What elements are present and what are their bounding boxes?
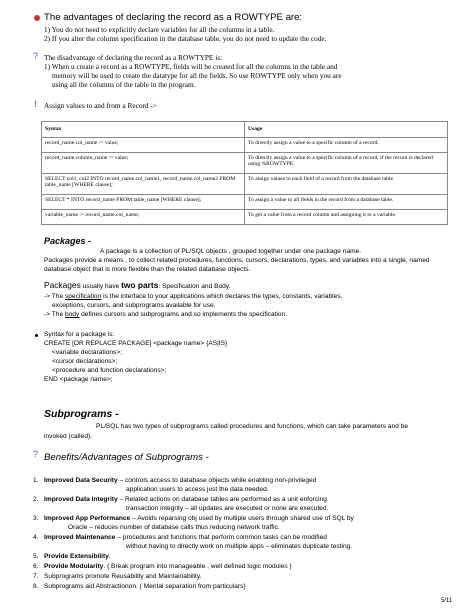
packages-parts-mid: usually have [82,283,120,290]
packages-parts-word: Packages [44,280,81,290]
section1-item-1: 1) You do not need to explicitly declare variables for all the columns in a table. [44,25,275,34]
section2-line-3: using all the columns of the table in the program. [52,80,196,89]
table-cell-syntax: record_name.col_name := value; [42,137,245,152]
question-icon: ? [33,51,39,61]
section3-title: Assign values to and from a Record -> [44,101,157,110]
benefit-text: . [108,553,111,560]
packages-parts-bold: two parts [121,280,159,290]
table-cell-syntax: SELECT col1, col2 INTO record_name.col_name1, record_name.col_name2 FROM table_name [WHERE clause]; [42,173,245,194]
benefit-text: – Avoids reparsing obj used by multiple users through shared use of SQL by [130,515,354,522]
benefit-item-1 [33,477,316,485]
benefit-text: . { Break program into manageable , well defined logic modules } [103,563,292,570]
section2-title: The disadvantage of declaring the record as a ROWTYPE is: [44,53,223,62]
table-cell-syntax: record_name.column_name := value; [42,152,245,173]
benefit-item-4 [33,534,327,542]
syntax-title: Syntax for a package is: [44,331,115,338]
page-number: 5/11 [441,598,453,604]
black-bullet-icon [35,334,38,337]
syntax-line-3: <cursor declarations>; [52,358,118,365]
benefit-bold: Improved App Performance [44,515,131,522]
packages-para-1: Packages provide a means , to collect related procedures, functions, cursors, declarations, types, and variables into a single, named [44,257,430,264]
table-row [42,194,448,209]
syntax-line-4: <procedure and function declarations>; [52,367,167,374]
table-row [42,152,448,173]
packages-parts-end: : Specification and Body. [158,283,231,290]
section2-line-1: 1) When u create a record as a ROWTYPE, fields will be created for all the columns in the table and [44,62,338,71]
packages-intro: A package is a collection of PL/SQL objects , grouped together under one package name. [100,248,362,255]
benefit-num: 8. [33,583,39,590]
table-row [42,173,448,194]
benefit-item-2 [33,496,327,504]
table-cell-usage: To directly assign a value to a specific column of a record. [245,137,448,152]
spec-word: specification [64,293,102,300]
body-text: defines cursors and subprograms and so implements the specification. [81,311,288,318]
table-header-syntax: Syntax [42,122,245,138]
body-word: body [64,311,80,318]
benefit-item-5 [33,553,111,561]
benefit-text: – controls access to database objects while enabling non-privileged [117,477,317,484]
benefit-item-3 [33,515,354,523]
table-cell-usage: To assign a value to all fields in the record from a database table. [245,194,448,209]
table-header-usage: Usage [245,122,448,138]
subprograms-heading: Subprograms - [44,408,119,420]
table-header-row [42,122,448,138]
packages-spec-cont: exceptions, cursors, and subprograms available for use. [52,302,216,309]
syntax-table [41,121,448,225]
benefit-item-4-cont: without having to directly work on multiple apps – eliminates duplicate testing. [126,543,353,550]
benefit-num: 6. [33,563,39,570]
benefits-heading: Benefits/Advantages of Subprograms - [44,452,209,463]
benefit-item-7 [33,573,201,581]
exclamation-icon: ! [34,99,37,109]
spec-text: is the interface to your applications which declares the types, constants, variables, [103,293,343,300]
benefit-bold: Improved Data Integrity [44,496,118,503]
packages-heading: Packages - [44,236,92,246]
benefit-item-8 [33,583,246,591]
table-cell-syntax: SELECT * INTO record_name FROM table_name [WHERE clause]; [42,194,245,209]
subprograms-line-2: invoked (called). [44,433,93,440]
table-cell-usage: To directly assign a value to a specific column of a record, if the record is declared using %ROWTYPE. [245,152,448,173]
benefit-num: 3. [33,515,39,522]
syntax-line-1: CREATE [OR REPLACE PACKAGE] <package name> {AS|IS} [44,340,228,347]
section1-item-2: 2) If you alter the column specification in the database table, you do not need to update the code. [44,34,327,43]
benefit-bold: Improved Data Security [44,477,118,484]
table-row [42,209,448,224]
benefit-num: 2. [33,496,39,503]
packages-para-2: database object that is more flexible than the related database objects. [44,266,251,273]
benefit-item-3-cont: Oracle – reduces number of database calls thus reducing network traffic. [68,524,280,531]
benefit-text: – Related actions on database tables are performed as a unit enforcing [117,496,327,503]
benefit-text: – procedures and functions that perform common tasks can be modified [115,534,327,541]
syntax-line-5: END <package name>; [44,376,113,383]
section1-title: The advantages of declaring the record as a ROWTYPE are: [44,12,303,23]
packages-spec-line [44,293,342,301]
benefit-num: 1. [33,477,39,484]
body-prefix: -> The [44,311,64,318]
table-cell-usage: To assign values to each field of a record from the database table. [245,173,448,194]
benefit-item-2-cont: transaction integrity – all updates are executed or none are executed. [126,505,329,512]
benefit-num: 4. [33,534,39,541]
benefit-num: 5. [33,553,39,560]
benefit-num: 7. [33,573,39,580]
benefit-text: Subprograms aid Abstractionon. { Mental separation from particulars} [44,583,246,590]
benefit-bold: Provide Extensibility [44,553,109,560]
section2-line-2: memory will be used to create the datatype for all the fields. So use ROWTYPE only when you are [52,71,342,80]
subprograms-line-1: PL/SQL has two types of subprograms called procedures and functions, which can take parameters and be [96,423,409,430]
benefit-text: Subprograms promote Reusability and Maintainability. [44,573,202,580]
benefit-item-6 [33,563,292,571]
table-cell-syntax: variable_name := record_name.col_name; [42,209,245,224]
benefit-bold: Provide Modularity [44,563,104,570]
packages-parts-line [44,281,230,291]
packages-body-line [44,311,287,319]
benefit-item-1-cont: application users to access just the data needed. [126,486,269,493]
syntax-line-2: <variable declarations>; [52,349,123,356]
benefit-bold: Improved Maintenance [44,534,116,541]
red-bullet-icon [34,15,40,21]
table-cell-usage: To get a value from a record column and assigning it to a variable. [245,209,448,224]
spec-prefix: -> The [44,293,64,300]
table-row [42,137,448,152]
question-icon: ? [33,449,39,459]
